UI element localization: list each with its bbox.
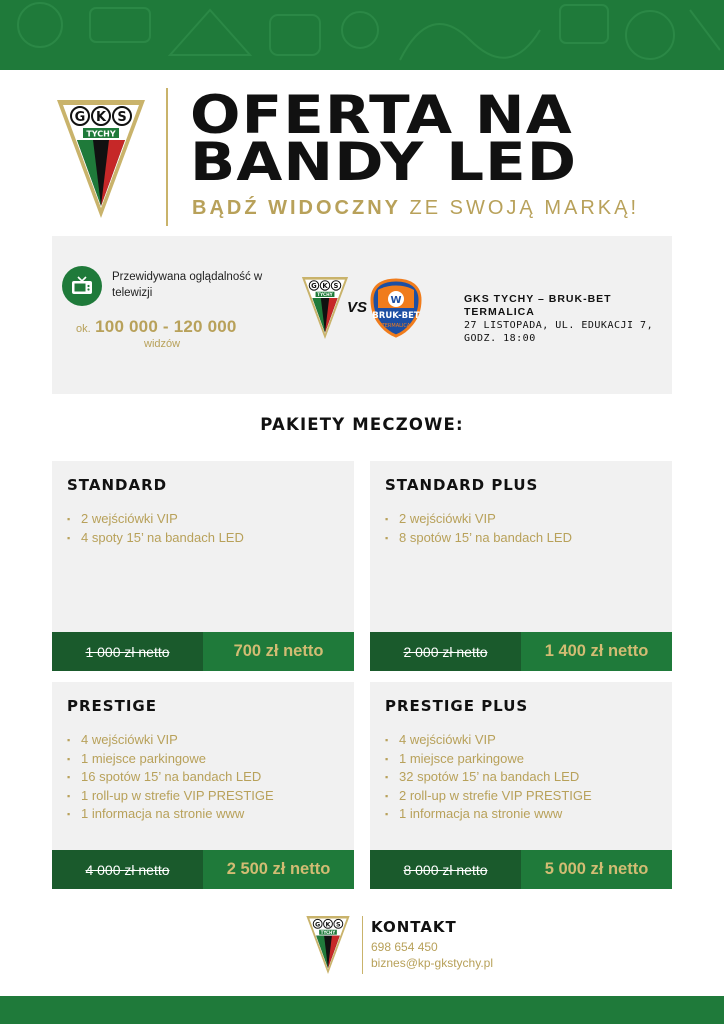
title-line-2: BANDY LED — [190, 132, 578, 193]
new-price-box — [521, 850, 672, 889]
package-feature: ▪ 16 spotów 15’ na bandach LED — [67, 768, 274, 787]
page-title — [190, 85, 680, 193]
opponent-logo-sub: TERMALICA — [381, 323, 411, 329]
contact-divider — [362, 916, 363, 974]
new-price: 1 400 zł netto — [544, 642, 649, 660]
package-card-prestige-plus — [370, 682, 672, 889]
match-info — [464, 293, 672, 345]
package-feature: ▪ 2 roll-up w strefie VIP PRESTIGE — [385, 787, 592, 806]
new-price: 700 zł netto — [233, 642, 324, 660]
old-price: 2 000 zł netto — [403, 643, 488, 660]
tagline-bold: BĄDŹ WIDOCZNY — [192, 197, 401, 219]
old-price: 1 000 zł netto — [85, 643, 170, 660]
package-feature: ▪ 2 wejściówki VIP — [385, 510, 572, 529]
contact-email[interactable]: biznes@kp-gkstychy.pl — [371, 956, 494, 970]
package-feature: ▪ 1 miejsce parkingowe — [67, 750, 274, 769]
contact-logo-letter-g: G — [315, 920, 321, 929]
contact-logo-name: TYCHY — [320, 929, 336, 935]
opponent-logo-mark: W — [390, 295, 402, 306]
bottom-band — [0, 996, 724, 1024]
price-bar — [52, 632, 354, 671]
package-feature: ▪ 1 miejsce parkingowe — [385, 750, 592, 769]
logo-letter-g: G — [74, 110, 86, 125]
new-price: 2 500 zł netto — [226, 860, 331, 878]
title-line-1: OFERTA NA — [190, 85, 573, 146]
new-price: 5 000 zł netto — [544, 860, 649, 878]
price-bar — [370, 632, 672, 671]
package-feature: ▪ 1 informacja na stronie www — [385, 805, 592, 824]
logo-name: TYCHY — [86, 129, 116, 139]
pattern-icon — [0, 0, 724, 70]
small-logo-name: TYCHY — [317, 292, 333, 298]
package-feature: ▪ 32 spotów 15’ na bandach LED — [385, 768, 592, 787]
top-decorative-band — [0, 0, 724, 70]
package-name: STANDARD PLUS — [385, 476, 539, 494]
package-name: PRESTIGE PLUS — [385, 697, 529, 715]
club-logo-contact — [305, 915, 351, 975]
small-logo-letter-s: S — [333, 282, 339, 291]
contact-title: KONTAKT — [371, 918, 457, 936]
range-value: 100 000 - 120 000 — [95, 317, 237, 336]
package-card-standard-plus — [370, 461, 672, 671]
contact-logo-letter-s: S — [336, 920, 341, 929]
tagline-rest: ZE SWOJĄ MARKĄ! — [409, 197, 640, 219]
old-price: 8 000 zł netto — [403, 861, 488, 878]
tv-viewership-label: Przewidywana oglądalność w telewizji — [112, 271, 263, 299]
old-price-box — [52, 632, 203, 671]
package-features — [67, 510, 244, 547]
new-price-box — [203, 850, 354, 889]
package-card-standard — [52, 461, 354, 671]
viewership-range — [76, 317, 237, 337]
versus-label: VS — [347, 299, 368, 316]
tv-icon — [62, 266, 102, 306]
logo-letter-k: K — [95, 110, 107, 125]
package-feature: ▪ 4 spoty 15’ na bandach LED — [67, 529, 244, 548]
opponent-logo — [370, 278, 422, 338]
range-unit: widzów — [144, 338, 181, 350]
viewership-panel — [52, 236, 672, 394]
price-bar — [370, 850, 672, 889]
package-features — [385, 510, 572, 547]
package-card-prestige — [52, 682, 354, 889]
package-features — [67, 731, 274, 824]
logo-letter-s: S — [117, 110, 127, 125]
new-price-box — [203, 632, 354, 671]
package-feature: ▪ 1 roll-up w strefie VIP PRESTIGE — [67, 787, 274, 806]
package-feature: ▪ 1 informacja na stronie www — [67, 805, 274, 824]
match-title: GKS TYCHY – BRUK-BET TERMALICA — [464, 293, 612, 318]
package-feature: ▪ 8 spotów 15’ na bandach LED — [385, 529, 572, 548]
contact-logo-letter-k: K — [325, 920, 331, 929]
header-divider — [166, 88, 168, 226]
package-feature: ▪ 4 wejściówki VIP — [385, 731, 592, 750]
club-logo-small — [300, 276, 350, 340]
match-time: GODZ. 18:00 — [464, 333, 536, 344]
package-feature: ▪ 2 wejściówki VIP — [67, 510, 244, 529]
packages-title: PAKIETY MECZOWE: — [260, 415, 464, 434]
package-features — [385, 731, 592, 824]
opponent-logo-text: BRUK-BET — [372, 311, 420, 321]
small-logo-letter-g: G — [311, 282, 317, 291]
small-logo-letter-k: K — [322, 282, 328, 291]
range-prefix: ok. — [76, 323, 91, 335]
price-bar — [52, 850, 354, 889]
package-name: STANDARD — [67, 476, 168, 494]
package-feature: ▪ 4 wejściówki VIP — [67, 731, 274, 750]
match-address: 27 LISTOPADA, UL. EDUKACJI 7, — [464, 320, 654, 331]
old-price-box — [370, 632, 521, 671]
club-logo — [55, 98, 147, 220]
new-price-box — [521, 632, 672, 671]
old-price-box — [52, 850, 203, 889]
tagline — [192, 197, 639, 220]
old-price: 4 000 zł netto — [85, 861, 170, 878]
contact-phone[interactable]: 698 654 450 — [371, 940, 438, 954]
package-name: PRESTIGE — [67, 697, 157, 715]
old-price-box — [370, 850, 521, 889]
